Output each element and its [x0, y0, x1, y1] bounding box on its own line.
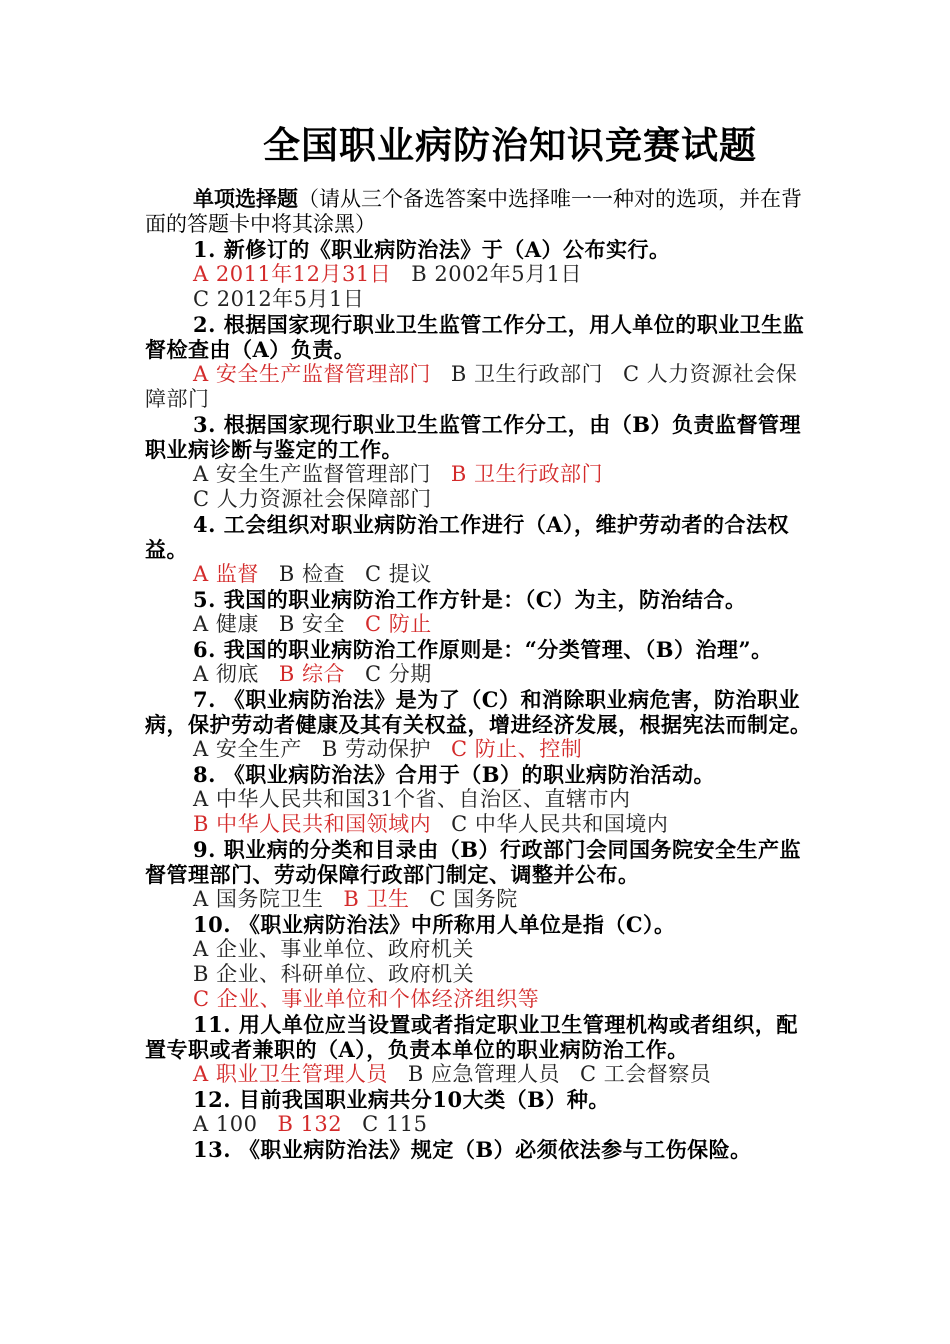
question-7: 7. 《职业病防治法》是为了（C）和消除职业病危害，防治职业病，保护劳动者健康及其有关权益，增进经济发展，根据宪法而制定。 [145, 687, 812, 737]
option-b: B 应急管理人员 [407, 1062, 560, 1086]
question-6-options [145, 662, 815, 687]
option-b: B 卫生 [343, 887, 410, 911]
question-3: 3. 根据国家现行职业卫生监管工作分工，由（B）负责监督管理职业病诊断与鉴定的工作。 [145, 412, 801, 462]
question-1-options-row2 [145, 287, 815, 312]
option-a: A 100 [193, 1112, 258, 1136]
option-a: A 安全生产监督管理部门 [193, 362, 431, 386]
option-c: C 中华人民共和国境内 [451, 812, 669, 836]
option-a: A 中华人民共和国31个省、自治区、直辖市内 [193, 787, 631, 811]
section-instruction: （请从三个备选答案中选择唯一一种对的选项，并在背面的答题卡中将其涂黑） [145, 187, 802, 236]
option-c: C 工会督察员 [579, 1062, 712, 1086]
question-list [145, 186, 815, 1162]
option-c: C 分期 [364, 662, 432, 686]
question-9-options [145, 887, 815, 912]
option-b: B 安全 [278, 612, 345, 636]
option-b: B 综合 [278, 662, 345, 686]
option-a: A 健康 [193, 612, 259, 636]
question-1: 1. 新修订的《职业病防治法》于（A）公布实行。 [193, 237, 671, 262]
question-12-options [145, 1112, 815, 1137]
question-3-options [145, 462, 815, 487]
option-c: C 防止、控制 [450, 737, 583, 761]
question-4: 4. 工会组织对职业病防治工作进行（A），维护劳动者的合法权益。 [145, 512, 790, 562]
option-b: B 企业、科研单位、政府机关 [193, 962, 475, 986]
option-a: A 监督 [193, 562, 259, 586]
question-3-options-row2 [145, 487, 815, 512]
question-1-options [145, 262, 815, 287]
question-10: 10. 《职业病防治法》中所称用人单位是指（C）。 [193, 912, 676, 937]
option-a: A 2011年12月31日 [193, 262, 392, 286]
question-11-options [145, 1062, 815, 1087]
section-heading: 单项选择题 [193, 186, 298, 211]
question-2-options [145, 362, 815, 412]
option-c: C 人力资源社会保障部门 [145, 362, 798, 411]
question-5-options [145, 612, 815, 637]
question-8: 8. 《职业病防治法》合用于（B）的职业病防治活动。 [193, 762, 715, 787]
option-b: B 132 [277, 1112, 343, 1136]
question-10-option-a [145, 937, 815, 962]
section-intro [145, 186, 815, 237]
option-c: C 防止 [364, 612, 432, 636]
option-b: B 劳动保护 [321, 737, 431, 761]
option-a: A 彻底 [193, 662, 259, 686]
question-2: 2. 根据国家现行职业卫生监管工作分工，用人单位的职业卫生监督检查由（A）负责。 [145, 312, 805, 362]
question-10-option-b [145, 962, 815, 987]
option-c: C 企业、事业单位和个体经济组织等 [193, 987, 540, 1011]
question-8-options [145, 787, 815, 812]
option-a: A 安全生产 [193, 737, 302, 761]
question-10-option-c [145, 987, 815, 1012]
question-7-options [145, 737, 815, 762]
option-c: C 115 [362, 1112, 428, 1136]
question-4-options [145, 562, 815, 587]
option-b: B 卫生行政部门 [450, 462, 603, 486]
option-b: B 卫生行政部门 [450, 362, 603, 386]
question-12: 12. 目前我国职业病共分10大类（B）种。 [193, 1087, 610, 1112]
option-b: B 检查 [278, 562, 345, 586]
page-title: 全国职业病防治知识竞赛试题 [263, 123, 757, 167]
question-8-options-row2 [145, 812, 815, 837]
question-9: 9. 职业病的分类和目录由（B）行政部门会同国务院安全生产监督管理部门、劳动保障行政部门制定、调整并公布。 [145, 837, 801, 887]
option-b: B 2002年5月1日 [411, 262, 583, 286]
option-c: C 提议 [364, 562, 432, 586]
option-a: A 职业卫生管理人员 [193, 1062, 388, 1086]
option-a: A 国务院卫生 [193, 887, 324, 911]
option-c: C 2012年5月1日 [193, 287, 365, 311]
option-b: B 中华人民共和国领域内 [193, 812, 432, 836]
option-a: A 安全生产监督管理部门 [193, 462, 431, 486]
option-a: A 企业、事业单位、政府机关 [193, 937, 474, 961]
question-13: 13. 《职业病防治法》规定（B）必须依法参与工伤保险。 [193, 1137, 752, 1162]
question-11: 11. 用人单位应当设置或者指定职业卫生管理机构或者组织，配置专职或者兼职的（A），负责本单位的职业病防治工作。 [145, 1012, 798, 1062]
option-c: C 人力资源社会保障部门 [193, 487, 432, 511]
option-c: C 国务院 [429, 887, 518, 911]
question-5: 5. 我国的职业病防治工作方针是：（C）为主，防治结合。 [193, 587, 747, 612]
question-6: 6. 我国的职业病防治工作原则是：“分类管理、（B）治理”。 [193, 637, 773, 662]
